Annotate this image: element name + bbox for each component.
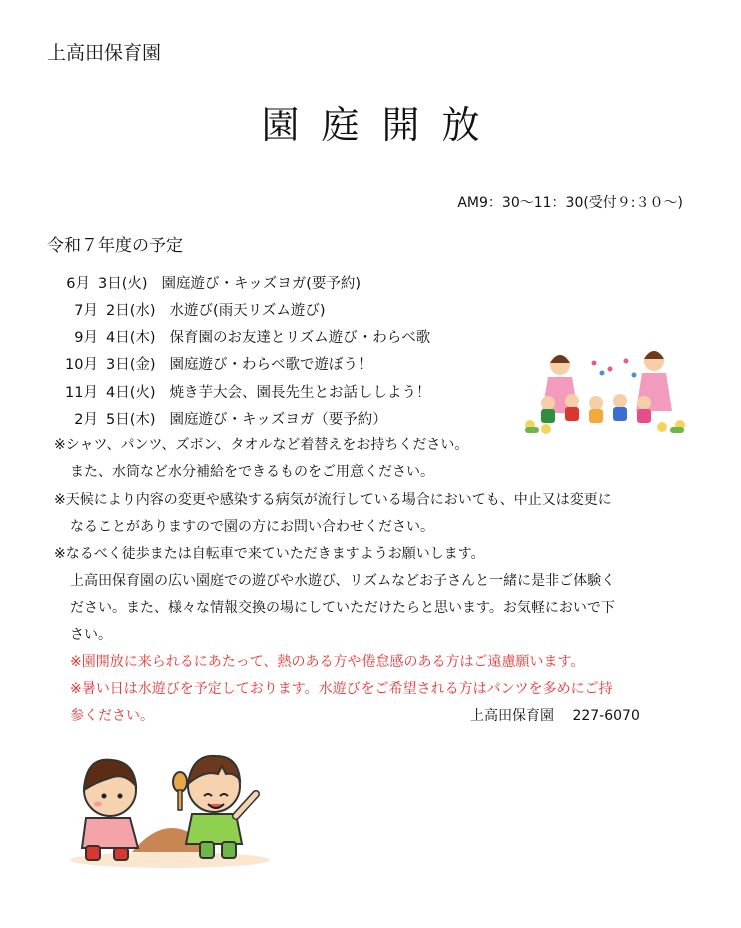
schedule-month: 11月 bbox=[65, 385, 98, 401]
children-sandbox-illustration bbox=[62, 742, 284, 872]
schedule-activity: 水遊び(雨天リズム遊び) bbox=[169, 303, 326, 319]
schedule-activity: 園庭遊び・キッズヨガ(要予約) bbox=[161, 276, 362, 292]
schedule-month: 2月 bbox=[74, 412, 98, 428]
schedule-day: 4日(火) bbox=[106, 385, 156, 401]
schedule-day: 3日(火) bbox=[98, 276, 148, 292]
contact-info bbox=[470, 705, 640, 725]
warning-hot-day-line2: 参ください。 bbox=[70, 708, 154, 724]
note-clothes-line1: ※シャツ、パンツ、ズボン、タオルなど着替えをお持ちください。 bbox=[54, 437, 469, 453]
schedule-row bbox=[60, 353, 373, 374]
intro-line1: 上高田保育園の広い園庭での遊びや水遊び、リズムなどお子さんと一緒に是非ご体験く bbox=[70, 573, 616, 589]
note-weather-line2: なることがありますので園の方にお問い合わせください。 bbox=[70, 519, 434, 535]
schedule-day: 2日(水) bbox=[106, 303, 156, 319]
schedule-activity: 園庭遊び・わらべ歌で遊ぼう！ bbox=[169, 357, 373, 373]
schedule-month: 9月 bbox=[74, 330, 98, 346]
schedule-heading: 令和７年度の予定 bbox=[47, 236, 183, 256]
schedule-month: 10月 bbox=[65, 357, 98, 373]
schedule-row bbox=[68, 408, 387, 429]
organization-name: 上高田保育園 bbox=[47, 42, 162, 64]
schedule-day: 4日(木) bbox=[106, 330, 156, 346]
schedule-row bbox=[68, 326, 430, 347]
page-title: 園庭開放 bbox=[261, 103, 502, 147]
warning-hot-day-line1: ※暑い日は水遊びを予定しております。水遊びをご希望される方はパンツを多めにご持 bbox=[70, 681, 613, 697]
schedule-row bbox=[60, 272, 361, 293]
schedule-row bbox=[68, 299, 326, 320]
intro-line2: ださい。また、様々な情報交換の場にしていただけたらと思います。お気軽においで下 bbox=[70, 600, 615, 616]
warning-fever: ※園開放に来られるにあたって、熱のある方や倦怠感のある方はご遠慮願います。 bbox=[70, 654, 585, 670]
contact-phone: 227-6070 bbox=[572, 708, 640, 724]
note-weather-line1: ※天候により内容の変更や感染する病気が流行している場合においても、中止又は変更に bbox=[54, 492, 612, 508]
schedule-activity: 焼き芋大会、園長先生とお話ししよう！ bbox=[169, 385, 431, 401]
children-dancing-illustration bbox=[520, 345, 690, 437]
schedule-activity: 保育園のお友達とリズム遊び・わらべ歌 bbox=[169, 330, 431, 346]
intro-line3: さい。 bbox=[70, 627, 112, 643]
schedule-day: 5日(木) bbox=[106, 412, 156, 428]
schedule-month: 7月 bbox=[74, 303, 98, 319]
schedule-day: 3日(金) bbox=[106, 357, 156, 373]
schedule-month: 6月 bbox=[66, 276, 90, 292]
schedule-activity: 園庭遊び・キッズヨガ（要予約） bbox=[169, 412, 387, 428]
contact-name: 上高田保育園 bbox=[470, 708, 554, 724]
schedule-row bbox=[60, 381, 431, 402]
note-clothes-line2: また、水筒など水分補給をできるものをご用意ください。 bbox=[70, 464, 434, 480]
note-transport: ※なるべく徒歩または自転車で来ていただきますようお願いします。 bbox=[54, 546, 485, 562]
opening-hours: AM9：30〜11：30(受付９:３０〜) bbox=[457, 195, 683, 211]
